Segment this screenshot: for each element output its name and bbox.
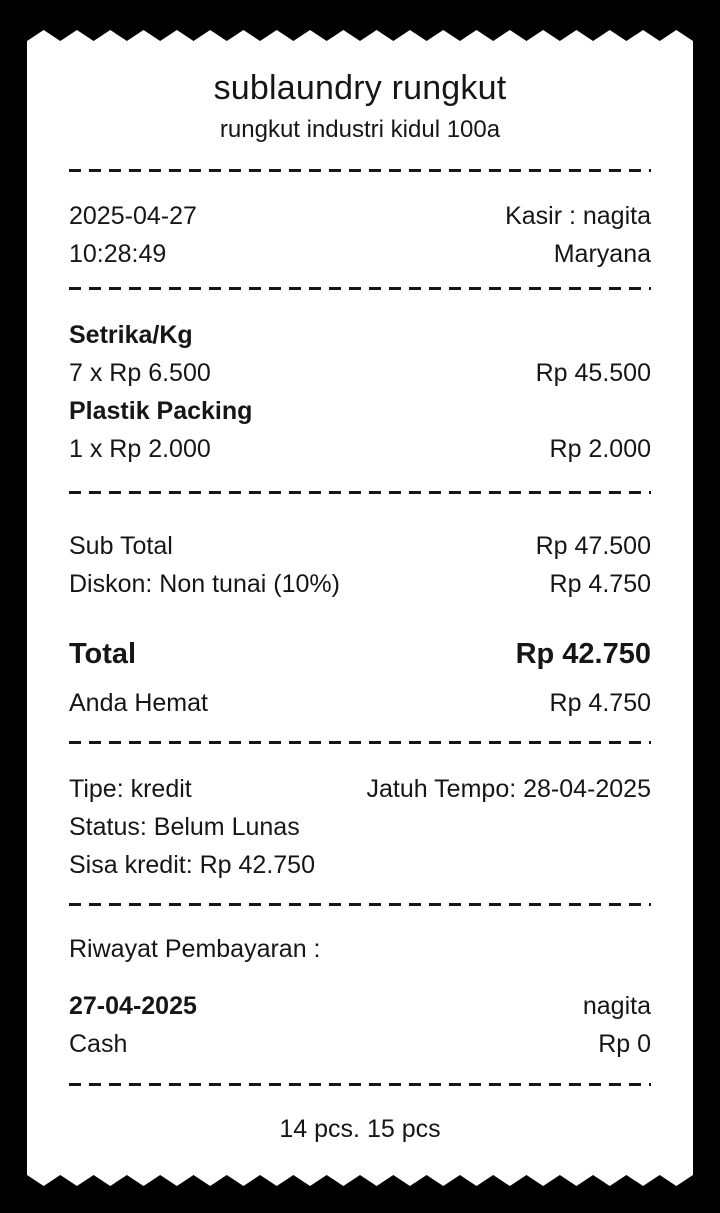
item-name: Plastik Packing: [69, 397, 253, 425]
payment-date: 27-04-2025: [69, 992, 197, 1020]
savings-value: Rp 4.750: [549, 689, 651, 717]
subtotal-value: Rp 47.500: [535, 532, 651, 560]
meta-row-2: [69, 235, 651, 273]
credit-remaining: Sisa kredit: Rp 42.750: [69, 851, 315, 879]
history-row-1: [69, 987, 651, 1025]
receipt-torn-edge-top: [27, 30, 693, 41]
item-row: [69, 316, 651, 392]
total-value: Rp 42.750: [515, 638, 651, 670]
receipt-torn-edge-bottom: [27, 1175, 693, 1186]
transaction-date: 2025-04-27: [69, 202, 197, 230]
savings-label: Anda Hemat: [69, 689, 208, 717]
meta-block: [69, 197, 651, 273]
items-block: [69, 316, 651, 468]
pieces-summary: 14 pcs. 15 pcs: [279, 1115, 441, 1143]
item-detail-row: [69, 354, 651, 392]
payment-method: Cash: [69, 1030, 128, 1058]
subtotal-label: Sub Total: [69, 532, 173, 560]
divider: [69, 741, 651, 744]
receipt-paper: [27, 41, 693, 1175]
payment-by: nagita: [582, 992, 651, 1020]
item-qty-price: 1 x Rp 2.000: [69, 435, 211, 463]
divider: [69, 491, 651, 494]
credit-remaining-row: [69, 846, 651, 884]
payment-history-entry: [69, 987, 651, 1063]
store-name: sublaundry rungkut: [213, 69, 507, 107]
item-detail-row: [69, 430, 651, 468]
credit-due-date: Jatuh Tempo: 28-04-2025: [366, 775, 651, 803]
meta-row-1: [69, 197, 651, 235]
cashier-name: Maryana: [553, 240, 651, 268]
credit-type: Tipe: kredit: [69, 775, 192, 803]
divider: [69, 169, 651, 172]
discount-value: Rp 4.750: [549, 570, 651, 598]
divider: [69, 287, 651, 290]
divider: [69, 1083, 651, 1086]
history-row-2: [69, 1025, 651, 1063]
discount-label: Diskon: Non tunai (10%): [69, 570, 340, 598]
savings-row: [69, 684, 651, 722]
credit-block: [69, 770, 651, 884]
item-row: [69, 392, 651, 468]
cashier-label: Kasir : nagita: [505, 202, 651, 230]
item-qty-price: 7 x Rp 6.500: [69, 359, 211, 387]
credit-status: Status: Belum Lunas: [69, 813, 300, 841]
payment-history-heading: Riwayat Pembayaran :: [69, 935, 321, 963]
summary-block: [69, 527, 651, 722]
divider: [69, 903, 651, 906]
item-amount: Rp 2.000: [549, 435, 651, 463]
credit-type-row: [69, 770, 651, 808]
credit-status-row: [69, 808, 651, 846]
transaction-time: 10:28:49: [69, 240, 167, 268]
item-name: Setrika/Kg: [69, 321, 193, 349]
receipt: [27, 30, 693, 1186]
subtotal-row: [69, 527, 651, 565]
store-address: rungkut industri kidul 100a: [219, 116, 501, 143]
item-amount: Rp 45.500: [535, 359, 651, 387]
total-row: [69, 630, 651, 678]
discount-row: [69, 565, 651, 603]
total-label: Total: [69, 638, 137, 670]
payment-amount: Rp 0: [598, 1030, 651, 1058]
